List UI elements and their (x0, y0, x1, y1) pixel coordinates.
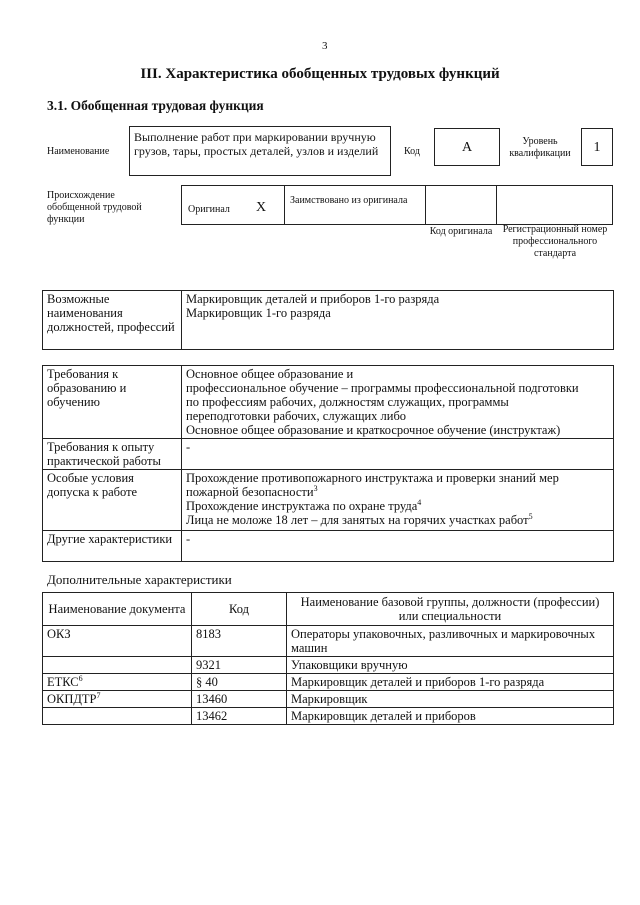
req-experience-label: Требования к опыту практической работы (43, 439, 182, 470)
row-name: Маркировщик деталей и приборов (287, 708, 614, 725)
table-row (43, 657, 614, 674)
row-doc: ОКЗ (43, 626, 192, 657)
row-code: 9321 (192, 657, 287, 674)
level-value-box (581, 128, 613, 166)
code-value: А (461, 140, 473, 155)
name-value-box (129, 126, 391, 176)
position-line: Маркировщик деталей и приборов 1-го разряда (186, 292, 440, 306)
row-code: 8183 (192, 626, 287, 657)
position-line: Маркировщик 1-го разряда (186, 306, 331, 320)
reg-number-caption: Регистрационный номер профессионального стандарта (502, 224, 608, 259)
positions-table (42, 290, 614, 350)
name-value: Выполнение работ при маркировании вручную грузов, тары, простых деталей, узлов и изделий (134, 130, 379, 158)
row-code: 13462 (192, 708, 287, 725)
name-label: Наименование (47, 146, 110, 157)
additional-table (42, 592, 614, 725)
table-row (43, 674, 614, 691)
borrowed-label: Заимствовано из оригинала (290, 195, 408, 206)
header-code: Код (192, 593, 287, 626)
original-mark: Х (256, 200, 267, 215)
row-doc (43, 657, 192, 674)
req-line: Основное общее образование и (186, 367, 354, 381)
table-row (43, 691, 614, 708)
row-name: Маркировщик деталей и приборов 1-го разряда (287, 674, 614, 691)
req-experience-value: - (182, 439, 614, 470)
req-line: по профессиям рабочих, должностям служащих, программы (186, 395, 509, 409)
row-code: 13460 (192, 691, 287, 708)
row-code: § 40 (192, 674, 287, 691)
req-admission-values (182, 470, 614, 531)
code-label: Код (404, 146, 420, 157)
req-line: Основное общее образование и краткосрочное обучение (инструктаж) (186, 423, 561, 437)
footnote-mark: 5 (528, 511, 533, 521)
origin-label: Происхождение обобщенной трудовой функции (47, 190, 142, 225)
positions-values (182, 291, 614, 350)
row-name: Операторы упаковочных, разливочных и маркировочных машин (287, 626, 614, 657)
additional-title: Дополнительные характеристики (47, 572, 232, 587)
req-line: Прохождение инструктажа по охране труда$^4$ (186, 497, 422, 513)
req-line: переподготовки рабочих, служащих либо (186, 409, 407, 423)
code-original-caption: Код оригинала (429, 226, 493, 237)
original-label: Оригинал (188, 204, 230, 215)
req-line: Прохождение противопожарного инструктажа и проверки знаний мер (186, 471, 559, 485)
table-row (43, 708, 614, 725)
header-name: Наименование базовой группы, должности (профессии) или специальности (287, 593, 614, 626)
row-name: Упаковщики вручную (287, 657, 614, 674)
req-line: Лица не моложе 18 лет – для занятых на горячих участках работ$^5$ (186, 511, 533, 527)
positions-label: Возможные наименования должностей, профессий (43, 291, 182, 350)
footnote-mark: 3 (313, 483, 318, 493)
row-doc: ОКПДТР$^7$ (43, 691, 192, 708)
level-label: Уровень квалификации (509, 136, 571, 159)
page-number: 3 (322, 40, 328, 52)
req-line: профессиональное обучение – программы профессиональной подготовки (186, 381, 579, 395)
level-value: 1 (593, 140, 601, 155)
req-admission-label: Особые условия допуска к работе (43, 470, 182, 531)
subsection-title: 3.1. Обобщенная трудовая функция (47, 98, 264, 113)
table-row (43, 626, 614, 657)
section-title: III. Характеристика обобщенных трудовых функций (140, 66, 500, 82)
row-doc (43, 708, 192, 725)
req-other-label: Другие характеристики (43, 531, 182, 562)
requirements-table (42, 365, 614, 562)
row-name: Маркировщик (287, 691, 614, 708)
header-doc: Наименование документа (43, 593, 192, 626)
code-value-box (434, 128, 500, 166)
footnote-mark: 4 (417, 497, 422, 507)
req-line: пожарной безопасности$^3$ (186, 483, 318, 499)
req-education-label: Требования к образованию и обучению (43, 366, 182, 439)
req-other-value: - (182, 531, 614, 562)
req-education-values (182, 366, 614, 439)
row-doc: ЕТКС$^6$ (43, 674, 192, 691)
